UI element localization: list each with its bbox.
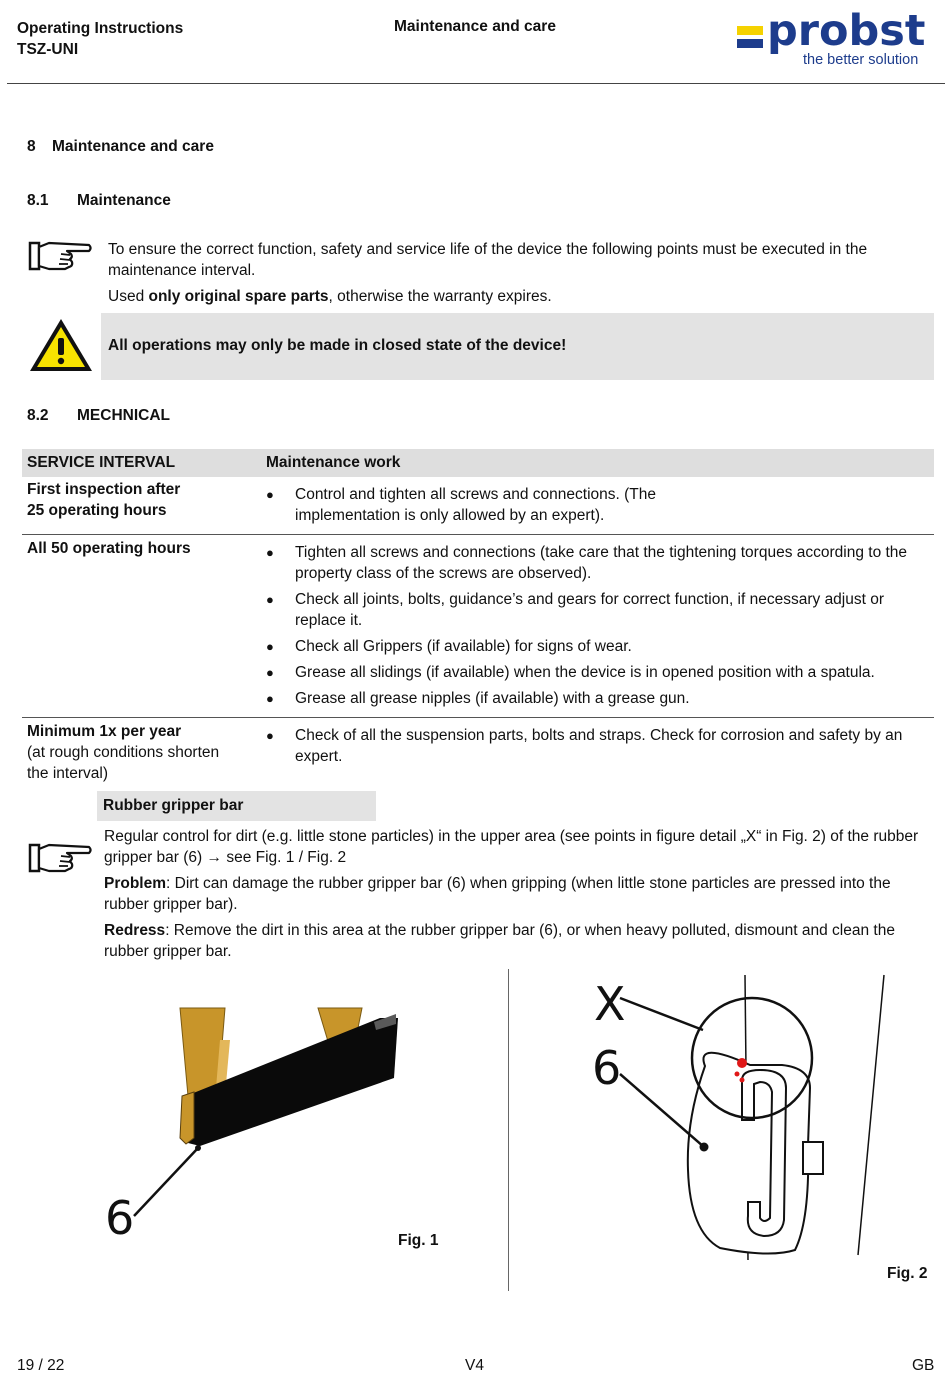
col-maintenance-work: Maintenance work [261, 449, 934, 477]
header-rule [7, 83, 945, 84]
interval-label: First inspection after 25 operating hours [27, 481, 181, 519]
list-item: ● Check of all the suspension parts, bolts and straps. Check for corrosion and safety by an expert. [266, 725, 929, 767]
section-81-title: Maintenance [77, 192, 171, 209]
page-number: 19 / 22 [17, 1357, 65, 1374]
list-item: ● Tighten all screws and connections (take care that the tightening torques according to the property class of the screws are observed). [266, 542, 929, 584]
section-82-heading [27, 407, 170, 425]
list-item: ● Grease all grease nipples (if available) with a grease gun. [266, 688, 929, 709]
rubber-redress [104, 920, 929, 962]
work-list [266, 484, 929, 526]
redress-label: Redress [104, 922, 166, 939]
pointing-hand-icon [27, 238, 93, 274]
version: V4 [465, 1357, 484, 1374]
work-list [266, 725, 929, 767]
maintenance-note: To ensure the correct function, safety and service life of the device the following points must be executed in the maintenance interval. [108, 241, 868, 279]
doc-title-line2: TSZ-UNI [17, 41, 79, 58]
language-code: GB [912, 1357, 935, 1374]
interval-label: Minimum 1x per year [27, 723, 182, 740]
pointing-hand-icon [27, 840, 93, 876]
list-item: ● Grease all slidings (if available) when the device is in opened position with a spatula. [266, 662, 929, 683]
work-cell [261, 718, 934, 788]
fig1-label-6: 6 [105, 1191, 135, 1245]
section-82-number: 8.2 [27, 407, 49, 424]
work-cell [261, 535, 934, 718]
table-row [22, 477, 934, 535]
section-8-heading [27, 138, 214, 156]
logo-wordmark: probst [767, 6, 926, 56]
interval-cell [22, 535, 261, 718]
section-81-heading [27, 192, 171, 210]
redress-text: : Remove the dirt in this area at the rubber gripper bar (6), or when heavy polluted, dismount and clean the rubber gripper bar. [104, 922, 895, 960]
spare-parts-note [108, 286, 552, 307]
fig1-caption: Fig. 1 [398, 1232, 439, 1249]
rubber-gripper-text [104, 826, 929, 967]
maintenance-table [22, 449, 934, 787]
rubber-p1: Regular control for dirt (e.g. little stone particles) in the upper area (see points in figure detail „X“ in Fig. 2) of the rubber gripper bar (6) → see Fig. 1 / Fig. 2 [104, 828, 919, 866]
list-item: ● Check all joints, bolts, guidance’s and gears for correct function, if necessary adjust or replace it. [266, 589, 929, 631]
figure-1-gripper-bar [100, 1000, 410, 1250]
interval-note: (at rough conditions shorten the interval) [27, 744, 220, 782]
doc-title [17, 18, 183, 60]
interval-cell [22, 718, 261, 788]
warning-triangle-icon [28, 317, 94, 373]
problem-label: Problem [104, 875, 167, 892]
table-row [22, 535, 934, 718]
doc-title-line1: Operating Instructions [17, 20, 184, 37]
table-header-row [22, 449, 934, 477]
figure-2-detail [520, 970, 940, 1270]
list-item: ● Control and tighten all screws and connections. (The implementation is only allowed by an expert). [266, 484, 695, 526]
rubber-problem [104, 873, 929, 915]
logo-tagline: the better solution [803, 52, 919, 68]
work-list [266, 542, 929, 709]
fig2-label-6: 6 [592, 1041, 622, 1095]
section-82-title: MECHNICAL [77, 407, 170, 424]
figure-divider [508, 969, 509, 1291]
rubber-gripper-title: Rubber gripper bar [97, 791, 376, 821]
fig2-label-x: X [594, 977, 626, 1031]
fig2-caption: Fig. 2 [887, 1265, 928, 1282]
col-service-interval: SERVICE INTERVAL [22, 449, 261, 477]
logo-bar-bottom [737, 39, 763, 48]
spare-pre: Used [108, 288, 149, 305]
interval-cell [22, 477, 261, 535]
section-8-number: 8 [27, 138, 36, 155]
section-8-title: Maintenance and care [52, 138, 214, 155]
header-section: Maintenance and care [394, 18, 556, 35]
table-row [22, 718, 934, 788]
spare-post: , otherwise the warranty expires. [328, 288, 552, 305]
warning-text: All operations may only be made in closed state of the device! [108, 337, 567, 354]
list-item: ● Check all Grippers (if available) for signs of wear. [266, 636, 929, 657]
interval-label: All 50 operating hours [27, 540, 191, 557]
logo-bar-top [737, 26, 763, 35]
work-cell [261, 477, 934, 535]
spare-bold: only original spare parts [148, 288, 329, 305]
problem-text: : Dirt can damage the rubber gripper bar (6) when gripping (when little stone particles are pressed into the rubber gripper bar). [104, 875, 891, 913]
section-81-number: 8.1 [27, 192, 49, 209]
probst-logo [735, 6, 935, 72]
